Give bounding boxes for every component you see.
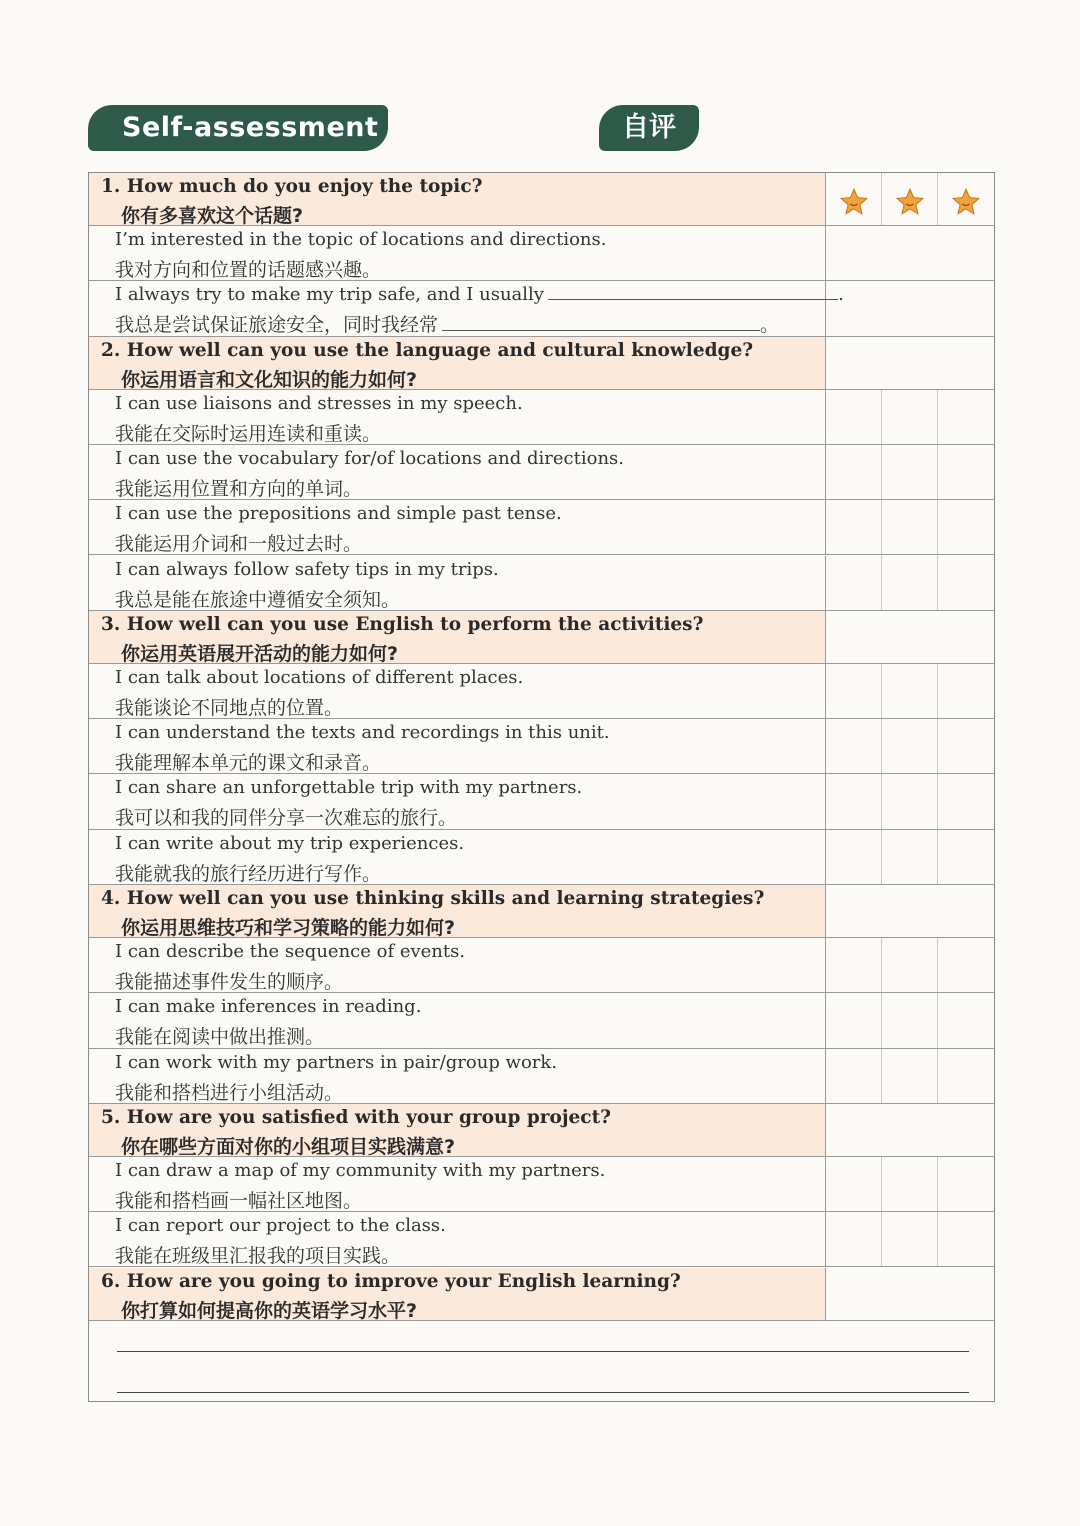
question-chinese: 你运用英语展开活动的能力如何? [121,642,399,665]
question-text-cell [89,611,826,663]
fill-in-blank-english[interactable] [548,285,838,300]
rating-cell[interactable] [826,1212,882,1266]
question-row [89,173,994,226]
title-tab-chinese: 自评 [599,105,699,151]
question-english: 6. How are you going to improve your English learning? [101,1270,681,1292]
rating-cell[interactable] [882,664,938,718]
item-chinese-text: 我能在交际时运用连读和重读。 [115,422,382,445]
rating-cell[interactable] [826,556,882,610]
item-english [115,229,606,250]
question-chinese: 你运用语言和文化知识的能力如何? [121,368,418,391]
item-text-cell [89,830,826,884]
question-row [89,1268,994,1321]
item-english [115,559,499,580]
question-row [89,1104,994,1157]
item-chinese [115,1078,343,1105]
item-chinese [115,803,457,830]
item-row [89,500,994,555]
rating-cell[interactable] [938,664,994,718]
item-text-cell [89,556,826,610]
rating-cell[interactable] [882,719,938,773]
rating-header-cell [882,173,938,225]
rating-cell[interactable] [826,719,882,773]
question-text-cell [89,337,826,389]
item-english-text: I can report our project to the class. [115,1215,446,1237]
item-english [115,1052,557,1073]
rating-cell[interactable] [882,500,938,554]
item-english-text: I can share an unforgettable trip with my partners. [115,777,583,799]
item-chinese [115,255,381,282]
rating-header-cell [826,173,882,225]
item-chinese-text: 我能描述事件发生的顺序。 [115,971,344,993]
item-chinese-text: 我总是尝试保证旅途安全，同时我经常 [115,314,439,337]
item-chinese-text: 我能在班级里汇报我的项目实践。 [115,1245,401,1268]
rating-cell[interactable] [938,993,994,1047]
rating-cell[interactable] [882,1049,938,1103]
item-text-cell [89,445,826,499]
item-chinese-text: 我能和搭档画一幅社区地图。 [115,1189,363,1212]
item-english [115,503,562,524]
item-row [89,390,994,445]
rating-cell[interactable] [826,445,882,499]
question-row [89,337,994,390]
item-row [89,830,994,885]
item-text-cell [89,938,826,992]
question-chinese: 你打算如何提高你的英语学习水平? [121,1299,418,1322]
item-text-cell [89,993,826,1047]
rating-cell[interactable] [938,1049,994,1103]
question-row [89,611,994,664]
item-row [89,1157,994,1212]
rating-cell[interactable] [826,774,882,828]
item-english [115,941,465,962]
question-english: 3. How well can you use English to perform the activities? [101,613,704,635]
item-english [115,722,610,743]
rating-cell[interactable] [938,390,994,444]
item-text-cell [89,226,826,280]
item-english-text: I can work with my partners in pair/group work. [115,1051,558,1073]
item-text-cell [89,281,844,337]
item-english [115,1215,446,1236]
item-english [115,777,582,798]
item-english-text: I can draw a map of my community with my partners. [115,1159,606,1181]
item-text-cell [89,719,826,773]
question-text-cell [89,1104,826,1156]
item-chinese-text: 我能就我的旅行经历进行写作。 [115,862,382,885]
item-chinese-text: 我能和搭档进行小组活动。 [115,1081,344,1104]
rating-cell[interactable] [826,281,994,335]
rating-cell[interactable] [882,1157,938,1211]
item-english-text: I can talk about locations of different places. [115,666,524,688]
rating-cell[interactable] [882,830,938,884]
rating-cell[interactable] [826,664,882,718]
item-chinese [115,1022,324,1049]
question-text-cell [89,173,826,225]
rating-cell[interactable] [938,1212,994,1266]
rating-cell[interactable] [826,1157,882,1211]
rating-cell[interactable] [938,556,994,610]
item-english [115,393,523,414]
item-row [89,445,994,500]
item-text-cell [89,664,826,718]
item-text-cell [89,1212,826,1266]
item-chinese [115,693,343,720]
item-english [115,284,844,305]
rating-cell[interactable] [826,993,882,1047]
item-chinese [115,859,381,886]
item-chinese-text: 我能运用位置和方向的单词。 [115,477,363,500]
item-english-text: I can make inferences in reading. [115,996,422,1018]
item-row [89,719,994,774]
item-english [115,448,624,469]
item-row [89,993,994,1048]
item-row [89,664,994,719]
question-row [89,885,994,938]
rating-cell[interactable] [882,390,938,444]
item-chinese-text: 我能理解本单元的课文和录音。 [115,752,382,775]
item-english [115,667,523,688]
rating-cell[interactable] [882,774,938,828]
blank-end-mark: 。 [760,314,780,337]
item-row [89,1212,994,1267]
question-english: 5. How are you satisfied with your group project? [101,1106,611,1128]
item-row [89,556,994,611]
item-chinese [115,474,362,501]
item-text-cell [89,500,826,554]
item-text-cell [89,390,826,444]
rating-cell[interactable] [826,390,882,444]
item-chinese [115,529,362,556]
item-chinese-text: 我可以和我的同伴分享一次难忘的旅行。 [115,807,458,830]
rating-cell[interactable] [826,938,882,992]
star-icon [951,187,981,217]
item-chinese-text: 我总是能在旅途中遵循安全须知。 [115,588,401,611]
item-english-text: I can describe the sequence of events. [115,941,466,962]
question-text-cell [89,1268,826,1320]
item-chinese [115,967,343,994]
rating-cell[interactable] [882,556,938,610]
item-chinese-text: 我对方向和位置的话题感兴趣。 [115,259,382,281]
question-chinese: 你有多喜欢这个话题? [121,205,304,227]
item-english [115,833,464,854]
item-text-cell [89,1049,826,1103]
rating-cell[interactable] [938,719,994,773]
rating-cell[interactable] [882,445,938,499]
item-english-text: I can use the vocabulary for/of locations and directions. [115,447,625,469]
star-icon [839,187,869,217]
title-tab-english: Self-assessment [88,105,388,151]
answer-line[interactable] [117,1351,969,1352]
item-english-text: I can use liaisons and stresses in my speech. [115,392,523,414]
rating-cell[interactable] [938,1157,994,1211]
star-icon [895,187,925,217]
question-chinese: 你运用思维技巧和学习策略的能力如何? [121,917,456,939]
self-assessment-table [88,172,995,1402]
rating-header-cell [938,173,994,225]
question-english: 4. How well can you use thinking skills and learning strategies? [101,888,765,909]
item-text-cell [89,1157,826,1211]
item-english-text: I can write about my trip experiences. [115,832,465,854]
rating-cell[interactable] [882,1212,938,1266]
item-chinese-text: 我能运用介词和一般过去时。 [115,533,363,556]
question-english: 1. How much do you enjoy the topic? [101,176,483,197]
rating-cell[interactable] [882,938,938,992]
rating-cell[interactable] [826,500,882,554]
item-row [89,938,994,993]
item-chinese [115,585,400,612]
question-text-cell [89,885,826,937]
item-row [89,774,994,829]
item-row [89,281,994,336]
rating-cell[interactable] [882,993,938,1047]
item-english-text: I can always follow safety tips in my trips. [115,558,499,580]
item-row [89,1049,994,1104]
rating-cell[interactable] [826,1049,882,1103]
item-row [89,226,994,281]
item-english [115,1160,605,1181]
rating-cell[interactable] [938,830,994,884]
item-chinese-text: 我能谈论不同地点的位置。 [115,696,344,719]
item-text-cell [89,774,826,828]
item-english-text: I can understand the texts and recordings in this unit. [115,722,610,744]
item-english-text: I can use the prepositions and simple past tense. [115,503,562,525]
item-chinese [115,310,779,337]
item-chinese [115,419,381,446]
item-english-text: I always try to make my trip safe, and I usually [115,284,544,306]
fill-in-blank-chinese[interactable] [442,316,760,331]
rating-cell[interactable] [826,830,882,884]
item-chinese [115,1186,362,1213]
rating-cell[interactable] [938,445,994,499]
item-chinese [115,1241,400,1268]
rating-cell[interactable] [938,774,994,828]
item-chinese-text: 我能在阅读中做出推测。 [115,1026,325,1049]
item-english [115,996,421,1017]
rating-cell[interactable] [938,938,994,992]
rating-cell[interactable] [826,226,994,280]
item-english-text: I’m interested in the topic of locations and directions. [115,229,607,250]
question-chinese: 你在哪些方面对你的小组项目实践满意? [121,1135,456,1158]
rating-cell[interactable] [938,500,994,554]
question-english: 2. How well can you use the language and cultural knowledge? [101,339,754,361]
answer-line[interactable] [117,1392,969,1393]
item-chinese [115,748,381,775]
blank-end-mark: . [837,284,844,306]
